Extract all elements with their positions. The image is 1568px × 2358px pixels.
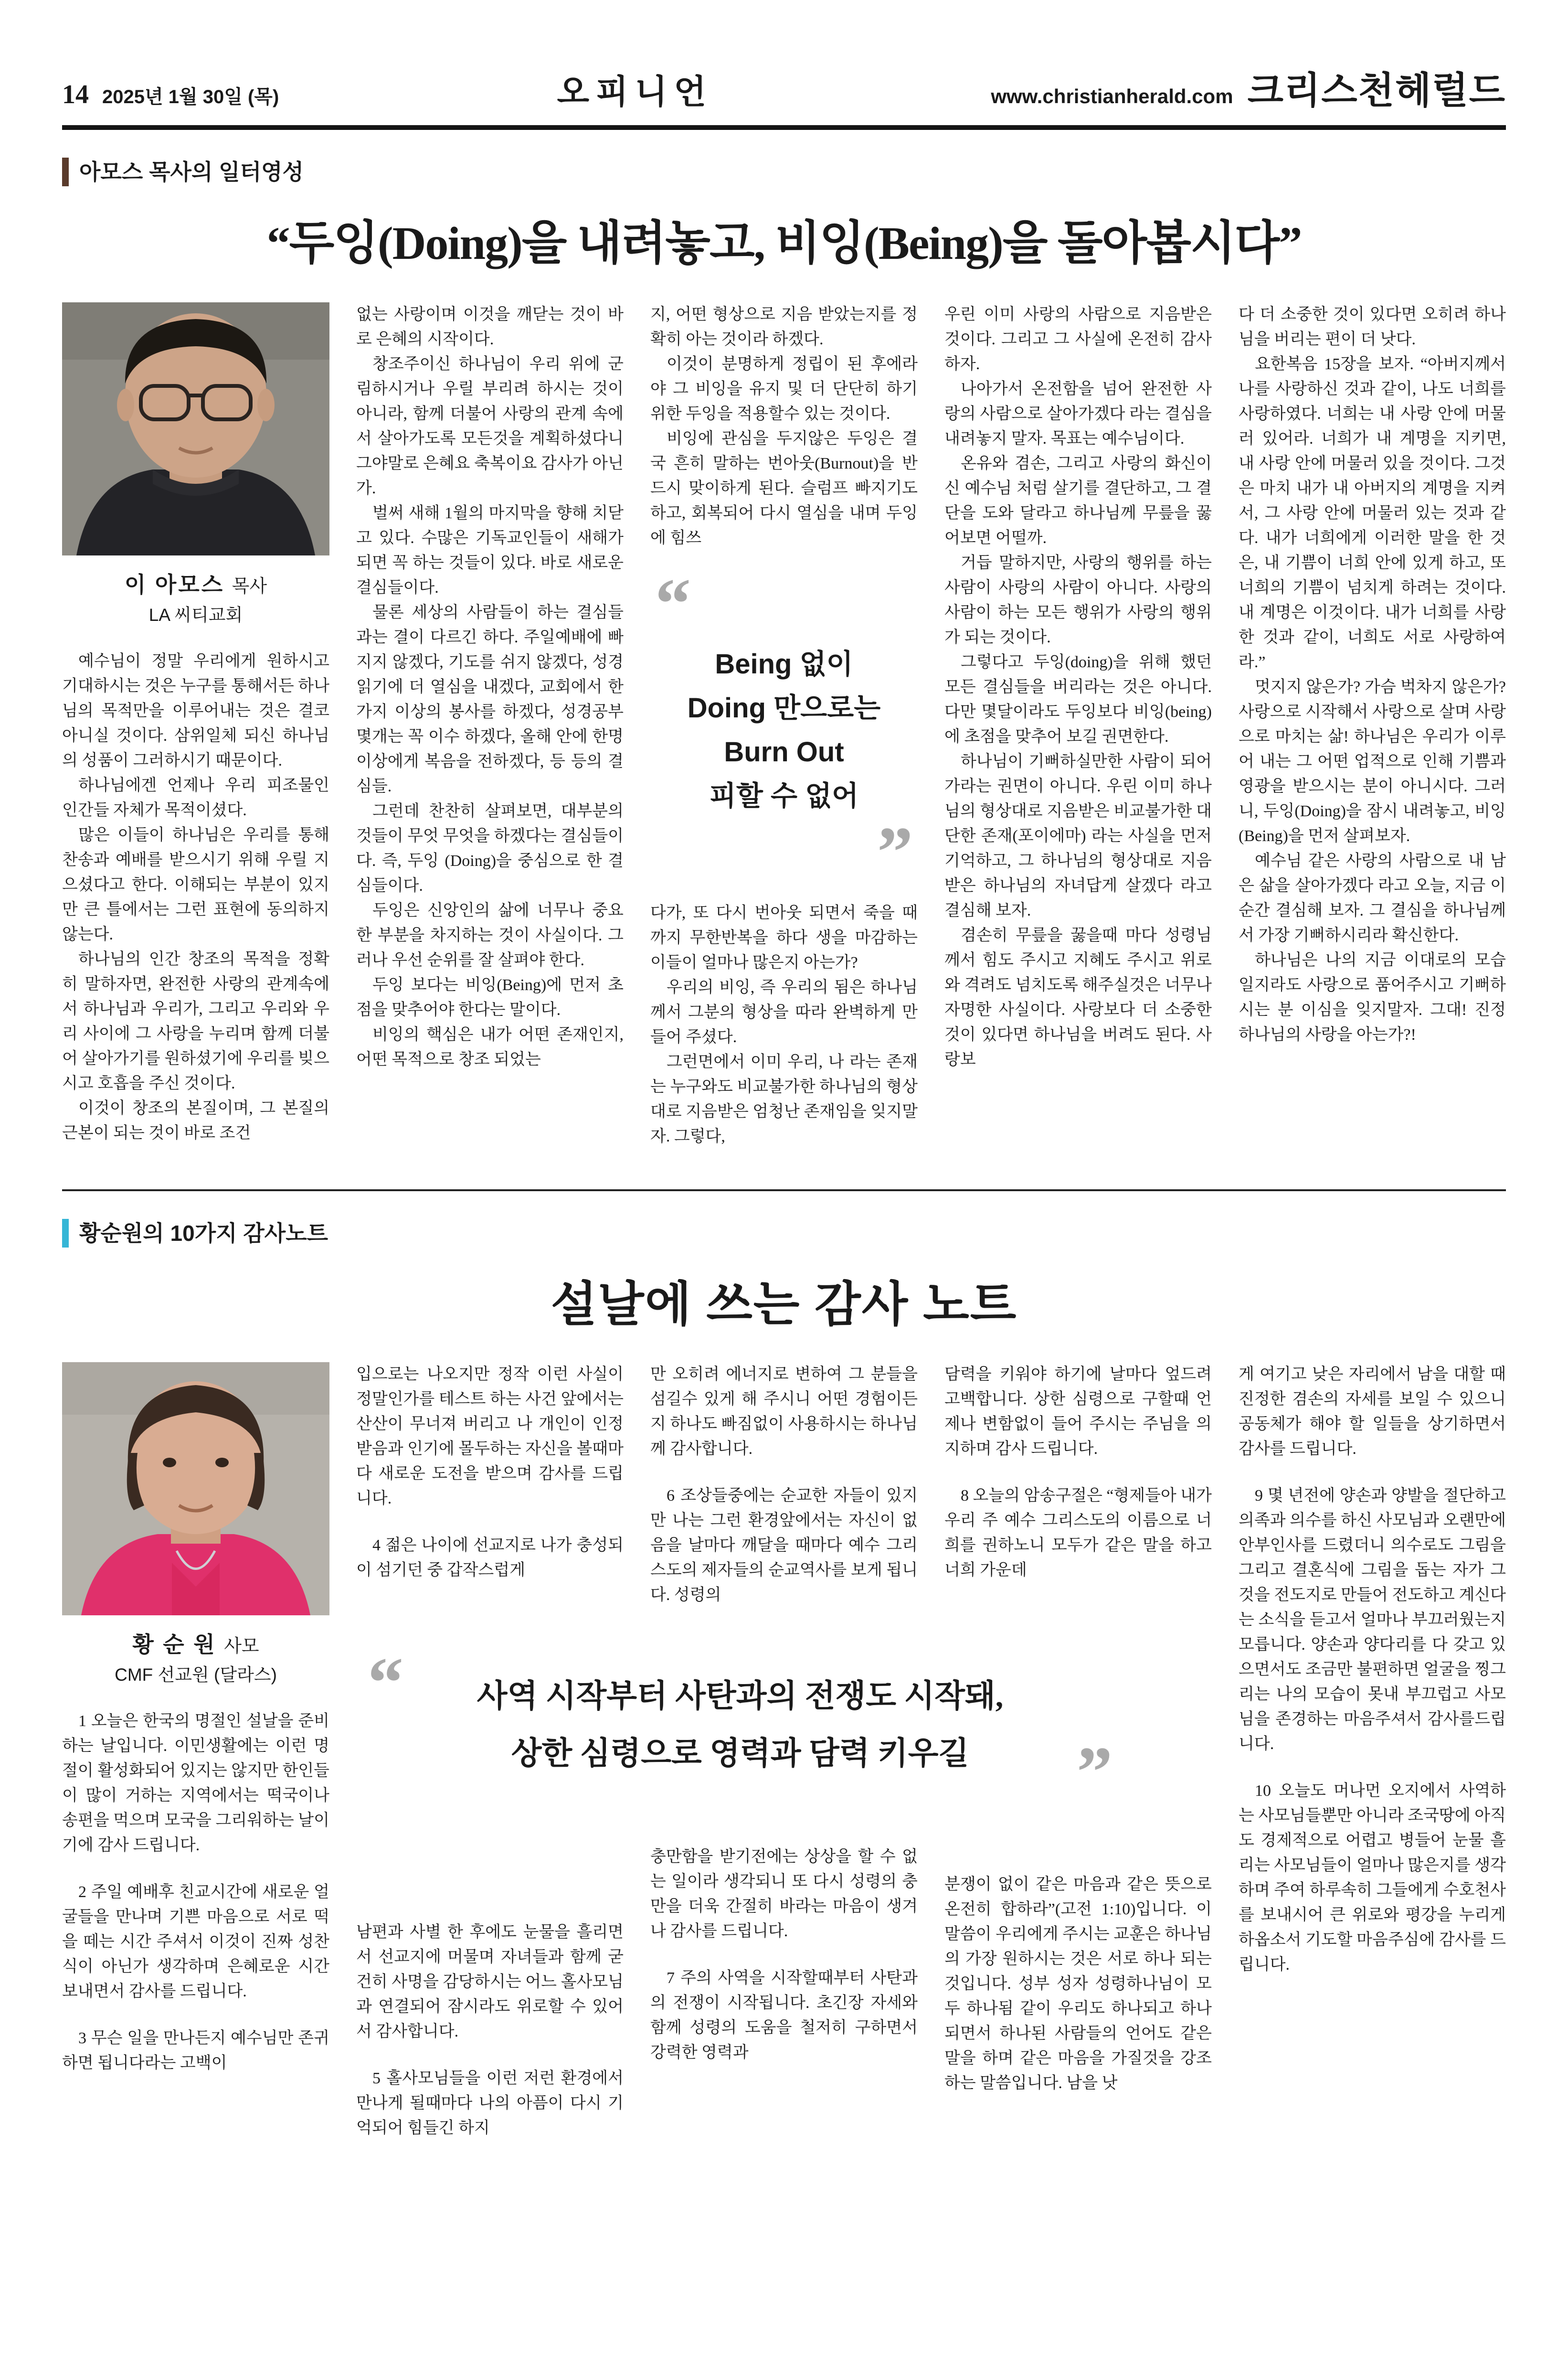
paragraph: 없는 사랑이며 이것을 깨닫는 것이 바로 은혜의 시작이다. bbox=[356, 305, 624, 348]
article2-col2-bottom-text bbox=[356, 1920, 624, 2141]
article1-col2-text bbox=[356, 302, 624, 1072]
section-title: 오피니언 bbox=[557, 73, 713, 110]
paragraph: 비잉의 핵심은 내가 어떤 존재인지, 어떤 목적으로 창조 되었는 bbox=[356, 1025, 624, 1068]
close-quote-icon: ” bbox=[1077, 1732, 1112, 1812]
paragraph: 벌써 새해 1월의 마지막을 향해 치닫고 있다. 수많은 기독교인들이 새해가 되면 꼭 하는 것들이 있다. 바로 새로운 결심들이다. bbox=[356, 504, 624, 597]
paragraph: 예수님이 정말 우리에게 원하시고 기대하시는 것은 누구를 통해서든 하나님의 목적만을 이루어내는 것은 결코 아니실 것이다. 삼위일체 되신 하나님의 성품이 그러하시기 때문이다. bbox=[62, 652, 329, 770]
author2-photo bbox=[62, 1362, 329, 1615]
paragraph: 상한 심령으로 영력과 담력 키우길 bbox=[511, 1736, 969, 1771]
paragraph: 하나님에겐 언제나 우리 피조물인 인간들 자체가 목적이셨다. bbox=[62, 777, 329, 820]
paragraph: 많은 이들이 하나님은 우리를 통해 찬송과 예배를 받으시기 위해 우릴 지으셨다고 한다. 이해되는 부분이 있지만 큰 틀에서는 그런 표현에 동의하지 않는다. bbox=[62, 826, 329, 944]
article2-column-1 bbox=[62, 1362, 329, 2163]
paragraph: 7 주의 사역을 시작할때부터 사탄과의 전쟁이 시작됩니다. 초긴장 자세와 함께 성령의 도움을 철저히 구하면서 강력한 영력과 bbox=[650, 1969, 918, 2061]
paragraph: 그렇다고 두잉(doing)을 위해 했던 모든 결심들을 버리라는 것은 아니다. 다만 몇달이라도 두잉보다 비잉(being)에 초점을 맞추어 보길 권면한다. bbox=[944, 653, 1212, 746]
open-quote-icon: “ bbox=[368, 1643, 403, 1722]
paragraph: 두잉 보다는 비잉(Being)에 먼저 초점을 맞추어야 한다는 말이다. bbox=[356, 976, 624, 1019]
paragraph: 3 무슨 일을 만나든지 예수님만 존귀하면 됩니다라는 고백이 bbox=[62, 2029, 329, 2072]
paragraph: 겸손히 무릎을 꿇을때 마다 성령님께서 힘도 주시고 지혜도 주시고 위로와 격려도 넘치도록 해주실것은 너무나 자명한 사실이다. 사랑보다 더 소중한 것이 있다면 하나님을 버려도 된다. 사랑보 bbox=[944, 926, 1212, 1068]
article-divider bbox=[62, 1189, 1506, 1191]
article2-col4-bottom-text bbox=[944, 1872, 1212, 2096]
article1-column-4 bbox=[944, 302, 1212, 1149]
kicker-bar-icon bbox=[62, 158, 69, 186]
author1-photo bbox=[62, 302, 329, 555]
header-left bbox=[62, 81, 279, 108]
article1-column-3 bbox=[650, 302, 918, 1149]
paragraph: 우리의 비잉, 즉 우리의 됨은 하나님께서 그분의 형상을 따라 완벽하게 만들어 주셨다. bbox=[650, 978, 918, 1046]
paragraph: 입으로는 나오지만 정작 이런 사실이 정말인가를 테스트 하는 사건 앞에서는 산산이 무너져 버리고 나 개인이 인정 받음과 인기에 몰두하는 자신을 볼때마다 새로운 도전을 받으며 감사를 드립니다. bbox=[356, 1365, 624, 1507]
article2-body bbox=[62, 1362, 1506, 2163]
close-quote-icon: ” bbox=[877, 812, 913, 892]
paragraph: 요한복음 15장을 보자. “아버지께서 나를 사랑하신 것과 같이, 나도 너희를 사랑하였다. 너희는 내 사랑 안에 머물러 있어라. 너희가 내 계명을 지키면, 내 사랑 안에 머물러 있을 것이다. 그것은 마치 내가 내 아버지의 계명을 지켜서, 그 사랑 안에 머물러 있는 것과 같다. 내가 너희에게 이러한 말을 한 것은, 내 기쁨이 너희 안에 있게 하고, 또 너희의 기쁨이 넘치게 하려는 것이다. 내 계명은 이것이다. 내가 너희를 사랑한 것과 같이, 너희도 서로 사랑하여라.” bbox=[1239, 355, 1506, 671]
paragraph: 물론 세상의 사람들이 하는 결심들과는 결이 다르긴 하다. 주일예배에 빠지지 않겠다, 기도를 쉬지 않겠다, 성경읽기에 더 열심을 내겠다, 교회에서 한가지 이상의 봉사를 하겠다, 성경공부 몇개는 꼭 이수 하겠다, 올해 안에 한명 이상에게 복음을 전하겠다, 등 등의 결심들. bbox=[356, 603, 624, 795]
article1-pull-quote bbox=[655, 564, 913, 892]
paragraph: 1 오늘은 한국의 명절인 설날을 준비하는 날입니다. 이민생활에는 이런 명절이 활성화되어 있지는 않지만 한인들이 많이 거하는 지역에서는 떡국이나 송편을 먹으며 모국을 그리워하는 날이기에 감사 드립니다. bbox=[62, 1712, 329, 1855]
author2-affiliation: CMF 선교원 (달라스) bbox=[115, 1664, 277, 1685]
masthead-logo: 크리스천헤럴드 bbox=[1247, 69, 1506, 111]
author1-affiliation: LA 씨티교회 bbox=[148, 605, 243, 625]
paragraph: 피할 수 없어 bbox=[709, 780, 859, 812]
paragraph: Burn Out bbox=[724, 736, 844, 768]
article1-column-1 bbox=[62, 302, 329, 1149]
header-right bbox=[991, 69, 1506, 111]
paragraph: 9 몇 년전에 양손과 양발을 절단하고 의족과 의수를 하신 사모님과 오랜만에 안부인사를 드렸더니 의수로도 그림을 그리고 결혼식에 그림을 돕는 자가 그것을 전도지로 만들어 전도하고 계신다는 소식을 듣고서 얼마나 부끄러웠는지 모릅니다. 양손과 양다리를 다 갖고 있으면서도 조금만 불편하면 얼굴을 찡그리는 나의 모습이 못내 부끄럽고 사모님을 존경하는 마음주셔서 감사를드립니다. bbox=[1239, 1486, 1506, 1753]
paragraph: 멋지지 않은가? 가슴 벅차지 않은가? 사랑으로 시작해서 사랑으로 살며 사랑으로 마치는 삶! 하나님은 우리가 이루어 내는 그 어떤 업적으로 인해 기쁨과 영광을 받으시는 분이 아니시다. 그러니, 두잉(Doing)을 잠시 내려놓고, 비잉(Being)을 먼저 살펴보자. bbox=[1239, 678, 1506, 845]
article-doing-being bbox=[62, 158, 1506, 1149]
paragraph: 거듭 말하지만, 사랑의 행위를 하는 사람이 사랑의 사람이 아니다. 사랑의 사람이 하는 모든 행위가 사랑의 행위가 되는 것이다. bbox=[944, 554, 1212, 646]
article2-col1-text bbox=[62, 1709, 329, 2076]
pull-quote-text bbox=[655, 642, 913, 818]
article2-col4-top-text bbox=[944, 1362, 1212, 1583]
website-url: www.christianherald.com bbox=[991, 85, 1233, 107]
paragraph: 두잉은 신앙인의 삶에 너무나 중요한 부분을 차지하는 것이 사실이다. 그러나 우선 순위를 잘 살펴야 한다. bbox=[356, 901, 624, 969]
article2-headline: 설날에 쓰는 감사 노트 bbox=[551, 1277, 1017, 1331]
page-number: 14 bbox=[62, 80, 89, 109]
article2-column-5 bbox=[1239, 1362, 1506, 2163]
paragraph: 분쟁이 없이 같은 마음과 같은 뜻으로 온전히 합하라”(고전 1:10)입니다. 이 말씀이 우리에게 주시는 교훈은 하나님의 가장 원하시는 것은 서로 하나 되는 것입니다. 성부 성자 성령하나님이 모두 하나됨 같이 우리도 하나되고 하나되면서 하나된 사람들의 언어도 같은 말을 하며 같은 마음을 가질것을 강조하는 말씀입니다. 남을 낫 bbox=[944, 1875, 1212, 2092]
article2-kicker-label: 황순원의 10가지 감사노트 bbox=[79, 1220, 328, 1246]
article1-kicker bbox=[62, 158, 1506, 186]
paragraph: 그런면에서 이미 우리, 나 라는 존재는 누구와도 비교불가한 하나님의 형상대로 지음받은 엄청난 존재임을 잊지말자. 그렇다, bbox=[650, 1053, 918, 1145]
article1-col3-top-text bbox=[650, 302, 918, 551]
paragraph: 다가, 또 다시 번아웃 되면서 죽을 때 까지 무한반복을 하다 생을 마감하는 이들이 얼마나 많은지 아는가? bbox=[650, 904, 918, 971]
article1-column-5 bbox=[1239, 302, 1506, 1149]
article2-col3-top-text bbox=[650, 1362, 918, 1608]
page-header bbox=[62, 69, 1506, 130]
author1-name: 이 아모스 목사 bbox=[124, 572, 267, 597]
article2-col5-text bbox=[1239, 1362, 1506, 1977]
paragraph: 8 오늘의 암송구절은 “형제들아 내가 우리 주 예수 그리스도의 이름으로 너희를 권하노니 모두가 같은 말을 하고 너희 가운데 bbox=[944, 1486, 1212, 1579]
author1-caption bbox=[62, 572, 329, 629]
paragraph: 비잉에 관심을 두지않은 두잉은 결국 흔히 말하는 번아웃(Burnout)을 반드시 맞이하게 된다. 슬럼프 빠지기도 하고, 회복되어 다시 열심을 내며 두잉에 힘쓰 bbox=[650, 429, 918, 547]
paragraph: 창조주이신 하나님이 우리 위에 군림하시거나 우릴 부리려 하시는 것이 아니라, 함께 더불어 사랑의 관계 속에서 살아가도록 모든것을 계획하셨다니 그야말로 은혜요 축복이요 감사가 아닌가. bbox=[356, 355, 624, 497]
article1-headline: “두잉(Doing)을 내려놓고, 비잉(Being)을 돌아봅시다” bbox=[266, 218, 1302, 269]
paragraph: 지, 어떤 형상으로 지음 받았는지를 정확히 아는 것이라 하겠다. bbox=[650, 305, 918, 348]
article1-col5-text bbox=[1239, 302, 1506, 1047]
article1-kicker-label: 아모스 목사의 일터영성 bbox=[79, 160, 304, 184]
kicker-bar-icon bbox=[62, 1219, 69, 1248]
article2-pull-quote bbox=[368, 1643, 1112, 1812]
paragraph: 게 여기고 낮은 자리에서 남을 대할 때 진정한 겸손의 자세를 보일 수 있으니 공동체가 해야 할 일들을 상기하면서 감사를 드립니다. bbox=[1239, 1365, 1506, 1458]
author2-caption bbox=[62, 1632, 329, 1688]
open-quote-icon: “ bbox=[655, 564, 691, 643]
paragraph: 담력을 키워야 하기에 날마다 엎드려 고백합니다. 상한 심령으로 구할때 언제나 변함없이 들어 주시는 주님을 의지하며 감사 드립니다. bbox=[944, 1365, 1212, 1458]
paragraph: 만 오히려 에너지로 변하여 그 분들을 섬길수 있게 해 주시니 어떤 경험이든지 하나도 빠짐없이 사용하시는 하나님께 감사합니다. bbox=[650, 1365, 918, 1458]
paragraph: 10 오늘도 머나먼 오지에서 사역하는 사모님들뿐만 아니라 조국땅에 아직도 경제적으로 어렵고 병들어 눈물 흘리는 사모님들이 얼마나 많은지를 생각하며 주여 하루속히 그들에게 수호천사를 보내시어 큰 위로와 평강을 누리게 하옵소서 기도할 마음주심에 감사를 드립니다. bbox=[1239, 1782, 1506, 1974]
article1-col1-text bbox=[62, 649, 329, 1146]
article1-col4-text bbox=[944, 302, 1212, 1072]
date: 2025년 1월 30일 (목) bbox=[102, 86, 279, 107]
paragraph: 예수님 같은 사랑의 사람으로 내 남은 삶을 살아가겠다 라고 오늘, 지금 이 순간 결심해 보자. 그 결심을 하나님께서 가장 기뻐하시리라 확신한다. bbox=[1239, 852, 1506, 944]
paragraph: 4 젊은 나이에 선교지로 나가 충성되이 섬기던 중 갑작스럽게 bbox=[356, 1536, 624, 1579]
paragraph: 사역 시작부터 사탄과의 전쟁도 시작돼, bbox=[477, 1678, 1004, 1714]
paragraph: Doing 만으로는 bbox=[687, 693, 881, 724]
paragraph: 5 홀사모님들을 이런 저런 환경에서 만나게 될때마다 나의 아픔이 다시 기억되어 힘들긴 하지 bbox=[356, 2069, 624, 2137]
paragraph: 하나님의 인간 창조의 목적을 정확히 말하자면, 완전한 사랑의 관계속에서 하나님과 우리가, 그리고 우리와 우리 사이에 그 사랑을 누리며 함께 더불어 살아가기를 원하셨기에 우리를 빚으시고 호흡을 주신 것이다. bbox=[62, 950, 329, 1093]
paragraph: 다 더 소중한 것이 있다면 오히려 하나님을 버리는 편이 더 낫다. bbox=[1239, 305, 1506, 348]
paragraph: 우린 이미 사랑의 사람으로 지음받은 것이다. 그리고 그 사실에 온전히 감사하자. bbox=[944, 305, 1212, 373]
article2-col2-top-text bbox=[356, 1362, 624, 1583]
author2-name: 황 순 원 사모 bbox=[132, 1632, 259, 1657]
article2-kicker bbox=[62, 1219, 1506, 1248]
pull-quote-text bbox=[368, 1668, 1112, 1782]
paragraph: 온유와 겸손, 그리고 사랑의 화신이신 예수님 처럼 살기를 결단하고, 그 결단을 도와 달라고 하나님께 무릎을 꿇어보면 어떨까. bbox=[944, 454, 1212, 547]
paragraph: 하나님은 나의 지금 이대로의 모습 일지라도 사랑으로 품어주시고 기뻐하시는 분 이심을 잊지말자. 그대! 진정 하나님의 사랑을 아는가?! bbox=[1239, 951, 1506, 1044]
paragraph: 그런데 찬찬히 살펴보면, 대부분의 것들이 무엇 무엇을 하겠다는 결심들이다. 즉, 두잉 (Doing)을 중심으로 한 결심들이다. bbox=[356, 802, 624, 895]
article2-col3-bottom-text bbox=[650, 1845, 918, 2065]
paragraph: 남편과 사별 한 후에도 눈물을 흘리면서 선교지에 머물며 자녀들과 함께 굳건히 사명을 감당하시는 어느 홀사모님과 연결되어 잠시라도 위로할 수 있어서 감사합니다. bbox=[356, 1923, 624, 2040]
article1-body bbox=[62, 302, 1506, 1149]
article1-col3-bottom-text bbox=[650, 901, 918, 1149]
article1-column-2 bbox=[356, 302, 624, 1149]
paragraph: 나아가서 온전함을 넘어 완전한 사랑의 사람으로 살아가겠다 라는 결심을 내려놓지 말자. 목표는 예수님이다. bbox=[944, 380, 1212, 448]
paragraph: 하나님이 기뻐하실만한 사람이 되어가라는 권면이 아니다. 우린 이미 하나님의 형상대로 지음받은 비교불가한 대단한 존재(포이에마) 라는 사실을 먼저 기억하고, 그 하나님의 형상대로 지음받은 하나님의 자녀답게 살겠다 라고 결심해 보자. bbox=[944, 752, 1212, 919]
paragraph: 충만함을 받기전에는 상상을 할 수 없는 일이라 생각되니 또 다시 성령의 충만을 더욱 간절히 바라는 마음이 생겨나 감사를 드립니다. bbox=[650, 1847, 918, 1940]
paragraph: 2 주일 예배후 친교시간에 새로운 얼굴들을 만나며 기쁜 마음으로 서로 떡을 떼는 시간 주셔서 이것이 진짜 성찬식이 아닌가 생각하며 은혜로운 시간 보내면서 감사를 드립니다. bbox=[62, 1883, 329, 2001]
paragraph: 이것이 분명하게 정립이 된 후에라야 그 비잉을 유지 및 더 단단히 하기 위한 두잉을 적용할수 있는 것이다. bbox=[650, 355, 918, 423]
article-thanksgiving-note bbox=[62, 1219, 1506, 2163]
author2-role: 사모 bbox=[224, 1636, 259, 1656]
paragraph: 6 조상들중에는 순교한 자들이 있지만 나는 그런 환경앞에서는 자신이 없음을 날마다 깨달을 때마다 예수 그리스도의 제자들의 순교역사를 보게 됩니다. 성령의 bbox=[650, 1486, 918, 1604]
paragraph: Being 없이 bbox=[715, 649, 853, 680]
paragraph: 이것이 창조의 본질이며, 그 본질의 근본이 되는 것이 바로 조건 bbox=[62, 1099, 329, 1142]
author1-role: 목사 bbox=[232, 576, 267, 597]
